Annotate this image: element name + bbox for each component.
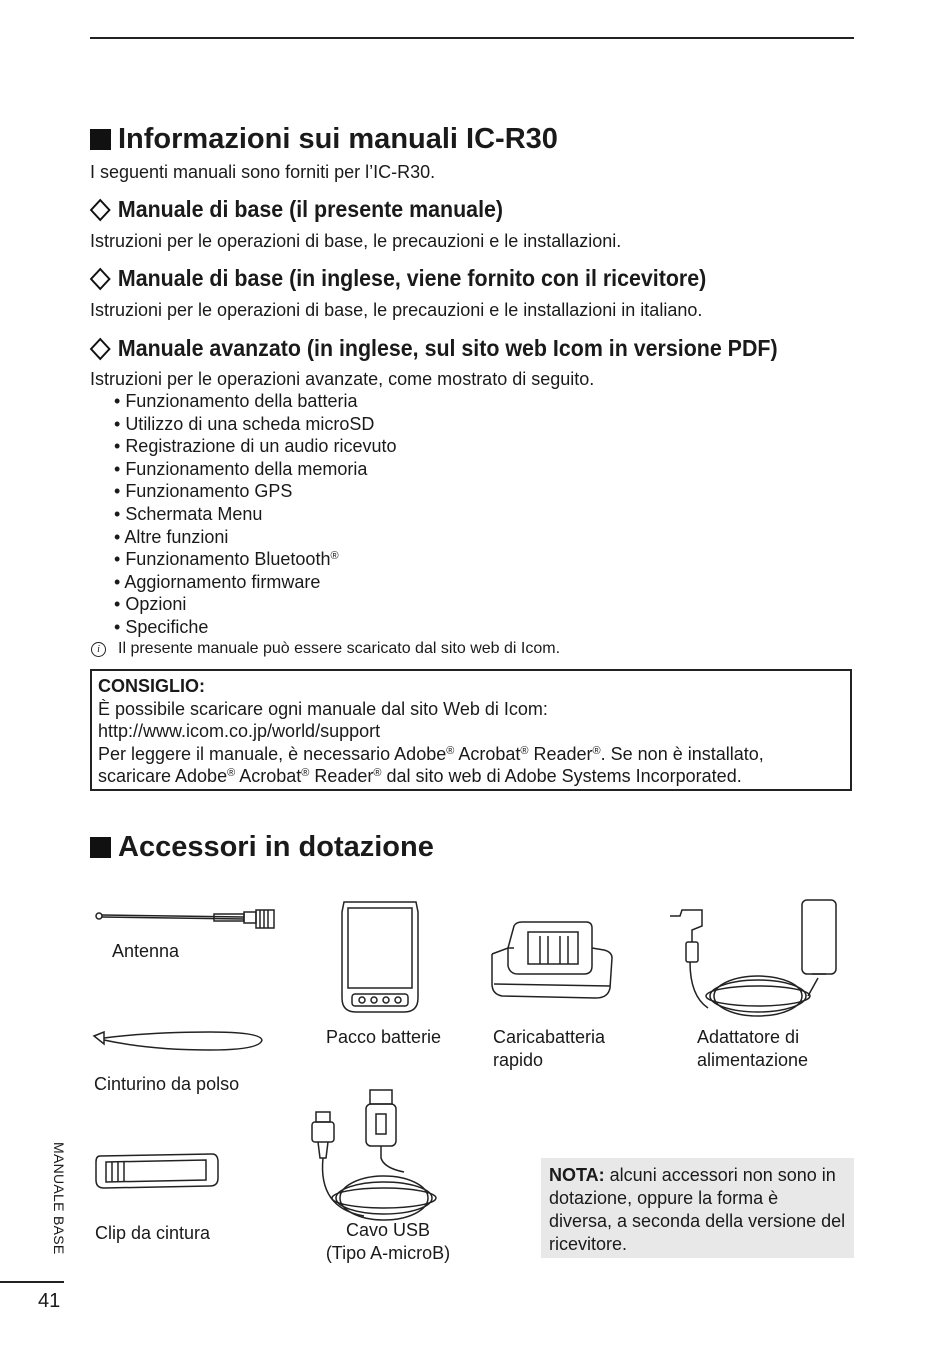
nota-box [541, 1158, 854, 1258]
list-item: • Utilizzo di una scheda microSD [114, 413, 396, 436]
ac-adapter-illustration [668, 896, 840, 1022]
antenna-illustration [94, 908, 280, 936]
adapter-label [697, 1026, 808, 1072]
diamond-bullet-icon [90, 337, 111, 360]
registered-mark: ® [520, 744, 529, 757]
adapter-label-line: Adattatore di [697, 1027, 800, 1047]
list-item: • Opzioni [114, 593, 396, 616]
info-note [91, 640, 560, 658]
diamond-bullet-icon [90, 198, 111, 221]
registered-mark: ® [227, 767, 236, 780]
tip-box [90, 669, 852, 791]
registered-mark: ® [301, 767, 310, 780]
tip-text: Reader [528, 743, 593, 764]
list-item: • Altre funzioni [114, 526, 396, 549]
list-item: • Funzionamento della batteria [114, 390, 396, 413]
wrist-strap-illustration [90, 1026, 266, 1056]
section-title-accessories [90, 833, 434, 862]
manual-heading-basic-english [90, 267, 706, 290]
info-icon: i [91, 642, 106, 657]
list-item: • Specifiche [114, 616, 396, 639]
manual-heading-basic [90, 198, 503, 221]
charger-label-line: rapido [493, 1050, 544, 1070]
support-url: http://www.icom.co.jp/world/support [98, 721, 381, 742]
section-title-manuals [90, 125, 558, 154]
tip-text: Acrobat [235, 766, 302, 787]
charger-label [493, 1026, 605, 1072]
charger-label-line: Caricabatteria [493, 1027, 606, 1047]
list-item: • Aggiornamento firmware [114, 571, 396, 594]
registered-mark: ® [330, 550, 339, 563]
advanced-topics-list [114, 390, 396, 639]
list-item: • Registrazione di un audio ricevuto [114, 435, 396, 458]
manual-desc: Istruzioni per le operazioni di base, le precauzioni e le installazioni in italiano. [90, 300, 703, 320]
battery-pack-illustration [338, 898, 422, 1016]
list-item: • Funzionamento della memoria [114, 458, 396, 481]
list-item: • Schermata Menu [114, 503, 396, 526]
tip-text: dal sito web di Adobe Systems Incorporated. [381, 766, 742, 787]
diamond-bullet-icon [90, 267, 111, 290]
nota-label: NOTA: [549, 1165, 605, 1185]
page-number-rule [0, 1281, 64, 1283]
usb-cable-illustration [304, 1088, 448, 1226]
list-item-text: Funzionamento Bluetooth [125, 549, 331, 570]
section-title-text: Informazioni sui manuali IC-R30 [118, 123, 558, 155]
battery-label: Pacco batterie [326, 1027, 442, 1047]
manual-heading-text: Manuale di base (in inglese, viene fornito con il ricevitore) [117, 265, 707, 291]
nota-text: alcuni accessori non sono in dotazione, oppure la forma è diversa, a seconda della versione del ricevitore. [549, 1165, 846, 1254]
top-rule [90, 37, 854, 39]
page-number: 41 [38, 1290, 61, 1312]
square-bullet-icon [90, 837, 111, 858]
clip-label: Clip da cintura [95, 1223, 211, 1243]
tip-line [98, 743, 844, 766]
manual-heading-advanced [90, 337, 778, 360]
strap-label: Cinturino da polso [94, 1074, 240, 1094]
tip-text: Reader [309, 766, 374, 787]
registered-mark: ® [446, 744, 455, 757]
info-note-text: Il presente manuale può essere scaricato dal sito web di Icom. [118, 640, 561, 657]
side-label: MANUALE BASE [51, 1142, 67, 1255]
tip-text: Per leggere il manuale, è necessario Adobe [98, 743, 447, 764]
tip-title: CONSIGLIO: [98, 676, 205, 696]
tip-line: È possibile scaricare ogni manuale dal sito Web di Icom: [98, 698, 548, 719]
list-item: • Funzionamento GPS [114, 480, 396, 503]
tip-text: Acrobat [454, 743, 521, 764]
manual-desc: Istruzioni per le operazioni avanzate, come mostrato di seguito. [90, 369, 595, 389]
section-intro: I seguenti manuali sono forniti per l’IC-R30. [90, 162, 436, 182]
manual-heading-text: Manuale di base (il presente manuale) [117, 196, 504, 222]
registered-mark: ® [592, 744, 601, 757]
tip-text: scaricare Adobe [98, 766, 228, 787]
adapter-label-line: alimentazione [697, 1050, 809, 1070]
section-title-text: Accessori in dotazione [118, 831, 434, 863]
manual-heading-text: Manuale avanzato (in inglese, sul sito web Icom in versione PDF) [117, 335, 778, 361]
usb-label-line: Cavo USB [345, 1220, 431, 1240]
manual-desc: Istruzioni per le operazioni di base, le precauzioni e le installazioni. [90, 231, 622, 251]
belt-clip-illustration [94, 1150, 220, 1192]
list-item [114, 548, 396, 571]
tip-text: . Se non è installato, [600, 743, 764, 764]
registered-mark: ® [373, 767, 382, 780]
usb-label-line: (Tipo A-microB) [325, 1243, 451, 1263]
usb-cable-label [320, 1219, 456, 1265]
square-bullet-icon [90, 129, 111, 150]
tip-line [98, 765, 844, 788]
charger-illustration [488, 918, 616, 1002]
antenna-label: Antenna [112, 941, 180, 961]
